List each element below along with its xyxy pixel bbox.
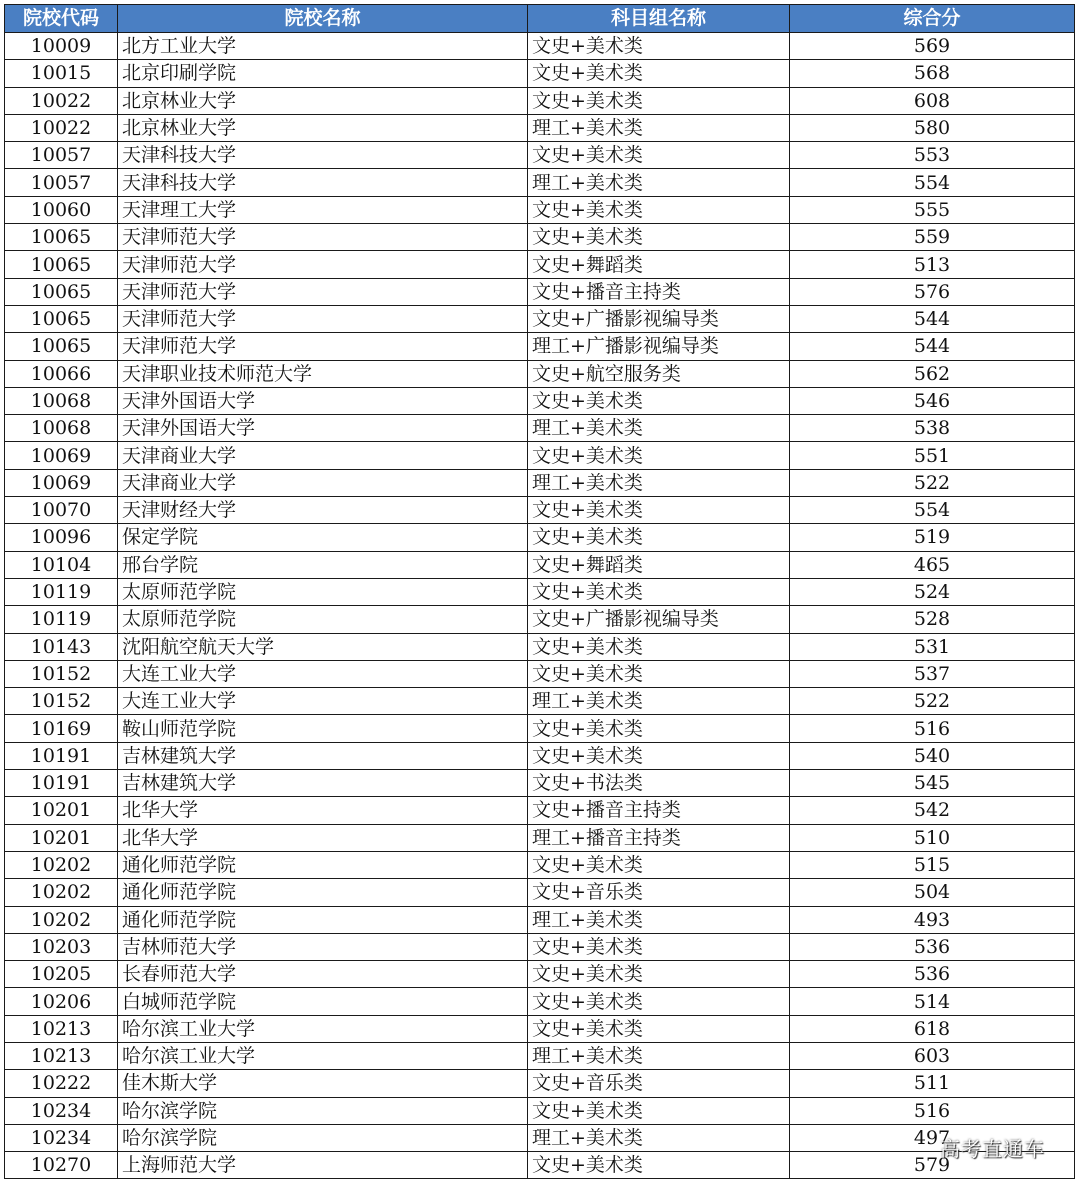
- cell-school-name: 北京林业大学: [118, 87, 528, 114]
- cell-school-name: 哈尔滨工业大学: [118, 1015, 528, 1042]
- cell-school-code: 10068: [5, 387, 118, 414]
- cell-composite-score: 554: [790, 169, 1075, 196]
- cell-school-code: 10202: [5, 879, 118, 906]
- table-row: [5, 578, 1075, 605]
- cell-subject-group: 文史+美术类: [528, 742, 790, 769]
- cell-school-name: 天津师范大学: [118, 305, 528, 332]
- cell-subject-group: 文史+播音主持类: [528, 278, 790, 305]
- cell-school-name: 通化师范学院: [118, 906, 528, 933]
- cell-school-code: 10234: [5, 1097, 118, 1124]
- cell-composite-score: 569: [790, 33, 1075, 60]
- watermark-text: 高考直通车: [940, 1137, 1045, 1161]
- table-row: [5, 142, 1075, 169]
- table-row: [5, 33, 1075, 60]
- cell-school-name: 北京印刷学院: [118, 60, 528, 87]
- cell-composite-score: 516: [790, 1097, 1075, 1124]
- table-row: [5, 1152, 1075, 1179]
- cell-composite-score: 540: [790, 742, 1075, 769]
- cell-composite-score: 553: [790, 142, 1075, 169]
- cell-composite-score: 528: [790, 606, 1075, 633]
- cell-school-name: 哈尔滨工业大学: [118, 1042, 528, 1069]
- cell-composite-score: 536: [790, 933, 1075, 960]
- cell-school-code: 10022: [5, 87, 118, 114]
- table-row: [5, 278, 1075, 305]
- cell-school-name: 天津外国语大学: [118, 415, 528, 442]
- cell-school-name: 沈阳航空航天大学: [118, 633, 528, 660]
- cell-school-code: 10169: [5, 715, 118, 742]
- table-row: [5, 961, 1075, 988]
- cell-school-code: 10015: [5, 60, 118, 87]
- cell-composite-score: 513: [790, 251, 1075, 278]
- cell-subject-group: 文史+美术类: [528, 60, 790, 87]
- cell-subject-group: 文史+航空服务类: [528, 360, 790, 387]
- cell-school-name: 邢台学院: [118, 551, 528, 578]
- cell-subject-group: 文史+美术类: [528, 633, 790, 660]
- cell-subject-group: 文史+美术类: [528, 715, 790, 742]
- cell-school-code: 10213: [5, 1015, 118, 1042]
- table-row: [5, 906, 1075, 933]
- cell-composite-score: 497: [790, 1124, 1075, 1151]
- cell-school-code: 10065: [5, 305, 118, 332]
- cell-school-name: 通化师范学院: [118, 851, 528, 878]
- cell-subject-group: 理工+美术类: [528, 114, 790, 141]
- cell-school-name: 天津商业大学: [118, 469, 528, 496]
- cell-composite-score: 618: [790, 1015, 1075, 1042]
- cell-school-name: 吉林建筑大学: [118, 770, 528, 797]
- cell-school-code: 10065: [5, 224, 118, 251]
- cell-school-code: 10191: [5, 742, 118, 769]
- cell-school-name: 大连工业大学: [118, 660, 528, 687]
- cell-subject-group: 文史+舞蹈类: [528, 551, 790, 578]
- cell-composite-score: 515: [790, 851, 1075, 878]
- table-row: [5, 688, 1075, 715]
- cell-subject-group: 理工+美术类: [528, 169, 790, 196]
- cell-school-name: 天津财经大学: [118, 497, 528, 524]
- cell-school-code: 10119: [5, 578, 118, 605]
- cell-school-code: 10066: [5, 360, 118, 387]
- table-row: [5, 1042, 1075, 1069]
- cell-subject-group: 理工+美术类: [528, 906, 790, 933]
- cell-school-name: 太原师范学院: [118, 606, 528, 633]
- cell-school-code: 10060: [5, 196, 118, 223]
- cell-school-name: 通化师范学院: [118, 879, 528, 906]
- table-row: [5, 305, 1075, 332]
- table-header: [5, 5, 1075, 33]
- table-row: [5, 933, 1075, 960]
- cell-school-code: 10068: [5, 415, 118, 442]
- cell-school-code: 10065: [5, 251, 118, 278]
- table-row: [5, 415, 1075, 442]
- cell-subject-group: 文史+美术类: [528, 1015, 790, 1042]
- cell-school-name: 天津师范大学: [118, 224, 528, 251]
- table-row: [5, 224, 1075, 251]
- cell-school-code: 10009: [5, 33, 118, 60]
- cell-subject-group: 文史+美术类: [528, 1152, 790, 1179]
- header-row: [5, 5, 1075, 33]
- table-row: [5, 442, 1075, 469]
- header-school-code: 院校代码: [5, 5, 118, 33]
- table-row: [5, 251, 1075, 278]
- cell-composite-score: 510: [790, 824, 1075, 851]
- cell-school-code: 10152: [5, 688, 118, 715]
- cell-school-name: 天津科技大学: [118, 142, 528, 169]
- table-row: [5, 60, 1075, 87]
- cell-subject-group: 理工+美术类: [528, 415, 790, 442]
- cell-school-name: 北方工业大学: [118, 33, 528, 60]
- cell-subject-group: 文史+美术类: [528, 578, 790, 605]
- cell-subject-group: 文史+美术类: [528, 387, 790, 414]
- cell-school-name: 天津科技大学: [118, 169, 528, 196]
- cell-school-name: 北华大学: [118, 824, 528, 851]
- cell-subject-group: 文史+播音主持类: [528, 797, 790, 824]
- cell-school-code: 10191: [5, 770, 118, 797]
- cell-school-code: 10096: [5, 524, 118, 551]
- cell-school-code: 10022: [5, 114, 118, 141]
- cell-subject-group: 理工+美术类: [528, 1042, 790, 1069]
- cell-composite-score: 554: [790, 497, 1075, 524]
- cell-composite-score: 580: [790, 114, 1075, 141]
- table-row: [5, 551, 1075, 578]
- cell-subject-group: 文史+美术类: [528, 933, 790, 960]
- cell-school-code: 10201: [5, 797, 118, 824]
- cell-composite-score: 542: [790, 797, 1075, 824]
- cell-school-name: 天津师范大学: [118, 333, 528, 360]
- cell-subject-group: 文史+广播影视编导类: [528, 305, 790, 332]
- cell-composite-score: 544: [790, 333, 1075, 360]
- table-row: [5, 988, 1075, 1015]
- header-subject-group: 科目组名称: [528, 5, 790, 33]
- cell-school-name: 天津师范大学: [118, 251, 528, 278]
- cell-school-name: 天津商业大学: [118, 442, 528, 469]
- cell-school-code: 10213: [5, 1042, 118, 1069]
- cell-subject-group: 文史+美术类: [528, 988, 790, 1015]
- cell-composite-score: 504: [790, 879, 1075, 906]
- table-row: [5, 333, 1075, 360]
- cell-composite-score: 555: [790, 196, 1075, 223]
- table-row: [5, 660, 1075, 687]
- cell-subject-group: 理工+美术类: [528, 688, 790, 715]
- cell-school-code: 10119: [5, 606, 118, 633]
- table-row: [5, 797, 1075, 824]
- cell-school-code: 10206: [5, 988, 118, 1015]
- cell-subject-group: 文史+广播影视编导类: [528, 606, 790, 633]
- cell-composite-score: 608: [790, 87, 1075, 114]
- cell-composite-score: 551: [790, 442, 1075, 469]
- cell-subject-group: 文史+美术类: [528, 524, 790, 551]
- cell-composite-score: 546: [790, 387, 1075, 414]
- cell-school-name: 上海师范大学: [118, 1152, 528, 1179]
- cell-composite-score: 562: [790, 360, 1075, 387]
- cell-school-name: 哈尔滨学院: [118, 1124, 528, 1151]
- table-row: [5, 87, 1075, 114]
- admission-score-table: [4, 4, 1075, 1179]
- cell-subject-group: 文史+音乐类: [528, 1070, 790, 1097]
- cell-school-code: 10104: [5, 551, 118, 578]
- table-row: [5, 1097, 1075, 1124]
- table-row: [5, 770, 1075, 797]
- table-row: [5, 633, 1075, 660]
- cell-composite-score: 465: [790, 551, 1075, 578]
- cell-composite-score: 545: [790, 770, 1075, 797]
- table-row: [5, 1070, 1075, 1097]
- table-row: [5, 851, 1075, 878]
- cell-school-code: 10069: [5, 469, 118, 496]
- table-row: [5, 497, 1075, 524]
- cell-school-name: 北京林业大学: [118, 114, 528, 141]
- cell-school-code: 10065: [5, 278, 118, 305]
- table-row: [5, 524, 1075, 551]
- cell-school-code: 10270: [5, 1152, 118, 1179]
- score-table-sheet: [4, 4, 1074, 1179]
- cell-subject-group: 文史+美术类: [528, 87, 790, 114]
- cell-school-code: 10205: [5, 961, 118, 988]
- cell-school-code: 10057: [5, 142, 118, 169]
- cell-composite-score: 519: [790, 524, 1075, 551]
- cell-subject-group: 文史+美术类: [528, 961, 790, 988]
- cell-school-code: 10057: [5, 169, 118, 196]
- cell-composite-score: 493: [790, 906, 1075, 933]
- cell-composite-score: 524: [790, 578, 1075, 605]
- cell-composite-score: 559: [790, 224, 1075, 251]
- cell-composite-score: 531: [790, 633, 1075, 660]
- cell-composite-score: 536: [790, 961, 1075, 988]
- cell-school-code: 10069: [5, 442, 118, 469]
- cell-school-name: 长春师范大学: [118, 961, 528, 988]
- cell-school-code: 10152: [5, 660, 118, 687]
- cell-school-name: 天津师范大学: [118, 278, 528, 305]
- cell-composite-score: 603: [790, 1042, 1075, 1069]
- cell-composite-score: 538: [790, 415, 1075, 442]
- cell-subject-group: 理工+播音主持类: [528, 824, 790, 851]
- table-row: [5, 196, 1075, 223]
- cell-school-code: 10222: [5, 1070, 118, 1097]
- cell-school-name: 吉林建筑大学: [118, 742, 528, 769]
- table-row: [5, 387, 1075, 414]
- table-body: [5, 33, 1075, 1179]
- cell-school-code: 10065: [5, 333, 118, 360]
- cell-subject-group: 文史+美术类: [528, 33, 790, 60]
- cell-subject-group: 文史+舞蹈类: [528, 251, 790, 278]
- cell-composite-score: 576: [790, 278, 1075, 305]
- cell-school-name: 白城师范学院: [118, 988, 528, 1015]
- table-row: [5, 742, 1075, 769]
- cell-subject-group: 文史+美术类: [528, 142, 790, 169]
- cell-school-code: 10070: [5, 497, 118, 524]
- cell-school-name: 太原师范学院: [118, 578, 528, 605]
- cell-subject-group: 文史+美术类: [528, 442, 790, 469]
- cell-school-code: 10143: [5, 633, 118, 660]
- table-row: [5, 715, 1075, 742]
- cell-school-name: 佳木斯大学: [118, 1070, 528, 1097]
- table-row: [5, 1015, 1075, 1042]
- header-composite-score: 综合分: [790, 5, 1075, 33]
- cell-school-code: 10234: [5, 1124, 118, 1151]
- cell-subject-group: 理工+美术类: [528, 469, 790, 496]
- cell-school-code: 10201: [5, 824, 118, 851]
- cell-composite-score: 537: [790, 660, 1075, 687]
- cell-subject-group: 文史+美术类: [528, 224, 790, 251]
- cell-school-name: 大连工业大学: [118, 688, 528, 715]
- table-row: [5, 606, 1075, 633]
- table-row: [5, 824, 1075, 851]
- cell-composite-score: 579: [790, 1152, 1075, 1179]
- cell-subject-group: 文史+美术类: [528, 660, 790, 687]
- cell-composite-score: 544: [790, 305, 1075, 332]
- cell-composite-score: 522: [790, 688, 1075, 715]
- cell-school-name: 保定学院: [118, 524, 528, 551]
- cell-school-name: 天津职业技术师范大学: [118, 360, 528, 387]
- cell-composite-score: 522: [790, 469, 1075, 496]
- cell-school-name: 鞍山师范学院: [118, 715, 528, 742]
- cell-composite-score: 568: [790, 60, 1075, 87]
- cell-school-name: 哈尔滨学院: [118, 1097, 528, 1124]
- table-row: [5, 879, 1075, 906]
- table-row: [5, 114, 1075, 141]
- cell-school-code: 10202: [5, 906, 118, 933]
- cell-subject-group: 文史+美术类: [528, 196, 790, 223]
- table-row: [5, 469, 1075, 496]
- cell-subject-group: 文史+书法类: [528, 770, 790, 797]
- cell-school-code: 10203: [5, 933, 118, 960]
- cell-subject-group: 理工+广播影视编导类: [528, 333, 790, 360]
- cell-composite-score: 511: [790, 1070, 1075, 1097]
- cell-subject-group: 文史+美术类: [528, 497, 790, 524]
- cell-subject-group: 文史+音乐类: [528, 879, 790, 906]
- table-row: [5, 169, 1075, 196]
- cell-school-name: 天津外国语大学: [118, 387, 528, 414]
- table-row: [5, 1124, 1075, 1151]
- cell-school-name: 吉林师范大学: [118, 933, 528, 960]
- cell-school-code: 10202: [5, 851, 118, 878]
- cell-school-name: 天津理工大学: [118, 196, 528, 223]
- table-row: [5, 360, 1075, 387]
- cell-subject-group: 文史+美术类: [528, 1097, 790, 1124]
- cell-school-name: 北华大学: [118, 797, 528, 824]
- cell-subject-group: 理工+美术类: [528, 1124, 790, 1151]
- cell-composite-score: 516: [790, 715, 1075, 742]
- cell-composite-score: 514: [790, 988, 1075, 1015]
- header-school-name: 院校名称: [118, 5, 528, 33]
- cell-subject-group: 文史+美术类: [528, 851, 790, 878]
